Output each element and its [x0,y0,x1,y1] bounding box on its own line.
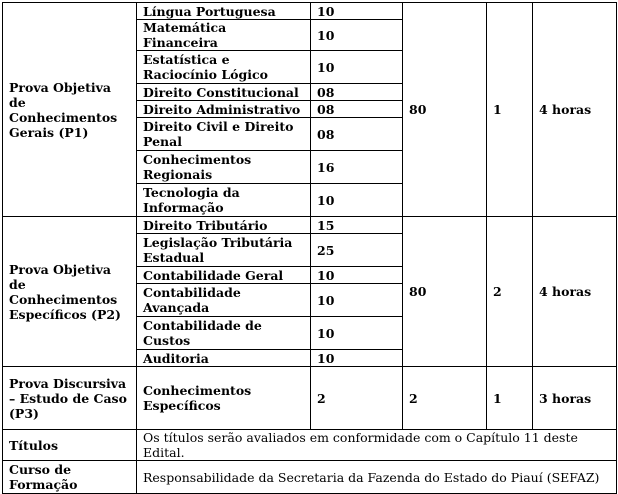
subject-cell: Conhecimentos Regionais [137,151,311,184]
total-cell: 2 [403,367,487,430]
questions-cell: 08 [311,101,403,118]
group-name-cell: Prova Objetiva de Conhecimentos Gerais (P1) [3,3,137,217]
questions-cell: 15 [311,217,403,234]
questions-cell: 10 [311,51,403,84]
table-row [3,3,617,20]
subject-cell: Contabilidade Avançada [137,284,311,317]
subject-cell: Auditoria [137,350,311,367]
duration-cell: 3 horas [533,367,617,430]
subject-cell: Matemática Financeira [137,20,311,51]
questions-cell: 10 [311,267,403,284]
questions-cell: 10 [311,317,403,350]
exam-structure-table [2,2,617,494]
weight-cell: 1 [487,3,533,217]
duration-cell: 4 horas [533,217,617,367]
questions-cell: 10 [311,184,403,217]
questions-cell: 10 [311,3,403,20]
questions-cell: 08 [311,118,403,151]
table-row [3,217,617,234]
total-cell: 80 [403,217,487,367]
table-row [3,367,617,430]
questions-cell: 10 [311,350,403,367]
questions-cell: 10 [311,20,403,51]
subject-cell: Direito Civil e Direito Penal [137,118,311,151]
total-cell: 80 [403,3,487,217]
subject-cell: Contabilidade de Custos [137,317,311,350]
table-row [3,461,617,494]
subject-cell: Direito Constitucional [137,84,311,101]
subject-cell: Direito Administrativo [137,101,311,118]
weight-cell: 2 [487,217,533,367]
subject-cell: Direito Tributário [137,217,311,234]
subject-cell: Língua Portuguesa [137,3,311,20]
questions-cell: 10 [311,284,403,317]
subject-cell: Tecnologia da Informação [137,184,311,217]
subject-cell: Contabilidade Geral [137,267,311,284]
table-row [3,430,617,461]
titulos-label-cell: Títulos [3,430,137,461]
questions-cell: 2 [311,367,403,430]
group-name-cell: Prova Discursiva – Estudo de Caso (P3) [3,367,137,430]
subject-cell: Legislação Tributária Estadual [137,234,311,267]
group-name-cell: Prova Objetiva de Conhecimentos Específicos (P2) [3,217,137,367]
questions-cell: 08 [311,84,403,101]
subject-cell: Estatística e Raciocínio Lógico [137,51,311,84]
curso-text-cell: Responsabilidade da Secretaria da Fazenda do Estado do Piauí (SEFAZ) [137,461,617,494]
questions-cell: 25 [311,234,403,267]
questions-cell: 16 [311,151,403,184]
weight-cell: 1 [487,367,533,430]
titulos-text-cell: Os títulos serão avaliados em conformidade com o Capítulo 11 deste Edital. [137,430,617,461]
curso-label-cell: Curso de Formação [3,461,137,494]
subject-cell: Conhecimentos Específicos [137,367,311,430]
duration-cell: 4 horas [533,3,617,217]
